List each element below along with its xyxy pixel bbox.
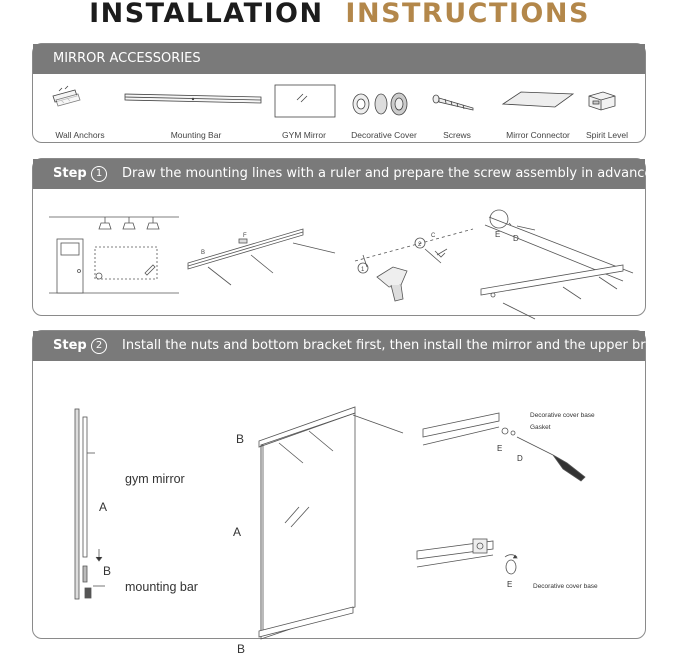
label-b-top: B [236,432,245,446]
step2-panel [32,330,685,655]
wall-anchor-icon [53,86,80,106]
drilling-scene [355,229,473,301]
gym-mirror-label: gym mirror [125,472,185,486]
step2-number: 2 [91,338,107,354]
label-d: D [513,234,519,243]
title-installation: INSTALLATION [89,0,324,29]
mirror-icon [275,85,335,117]
label-c: C [431,233,436,239]
label-b: B [201,250,206,256]
label-d-top: D [517,454,523,463]
step1-header [33,159,653,189]
accessory-label: Wall Anchors [55,130,105,140]
accessory-label: Mounting Bar [170,130,222,140]
accessory-label: Decorative Cover [351,130,417,140]
gasket-label: Gasket [530,424,551,431]
cover-base-label-bottom: Decorative cover base [533,583,598,590]
accessory-label: Screws [443,130,471,140]
cover-base-label-top: Decorative cover base [530,412,595,419]
step2-label: Step [53,338,87,353]
step1-number: 1 [91,166,107,182]
label-a-side: A [99,500,108,514]
step2-text: Install the nuts and bottom bracket first, then install the mirror and the upper bracket. [122,338,685,353]
screw-icon [433,95,473,110]
page-title [0,0,679,34]
label-n1: 1 [361,267,365,273]
bracket-detail-bottom [417,539,517,574]
mounting-bar-icon [125,94,261,103]
label-b-bottom: B [237,642,246,655]
label-n2: 2 [418,242,422,248]
step2-illustrations [33,361,645,655]
title-instructions: INSTRUCTIONS [345,0,590,29]
label-e: E [495,230,501,239]
label-e-bottom: E [507,580,513,589]
label-e-top: E [497,444,503,453]
step1-illustrations [33,189,645,315]
label-b-side: B [103,564,112,578]
accessory-label: GYM Mirror [282,130,326,140]
accessories-panel [32,43,646,143]
accessory-label: Spirit Level [585,130,629,140]
mirror-front [259,407,403,639]
accessory-label: Mirror Connector [506,130,570,140]
accessories-heading: MIRROR ACCESSORIES [53,51,201,66]
room-scene [49,217,179,293]
mirror-connector-icon [503,92,573,107]
step1-text: Draw the mounting lines with a ruler and prepare the screw assembly in advance [122,166,653,181]
mounting-bar-label: mounting bar [125,580,198,594]
label-f: F [243,233,247,239]
spirit-level-icon [589,92,615,110]
accessories-header [33,44,645,74]
step1-panel [32,158,653,316]
bracket-detail-top [423,413,585,481]
bar-exploded [481,210,633,319]
label-a-front: A [233,525,242,539]
step2-header [33,331,685,361]
decorative-cover-icon [353,93,407,115]
bar-with-screws [188,229,335,285]
step1-label: Step [53,166,87,181]
